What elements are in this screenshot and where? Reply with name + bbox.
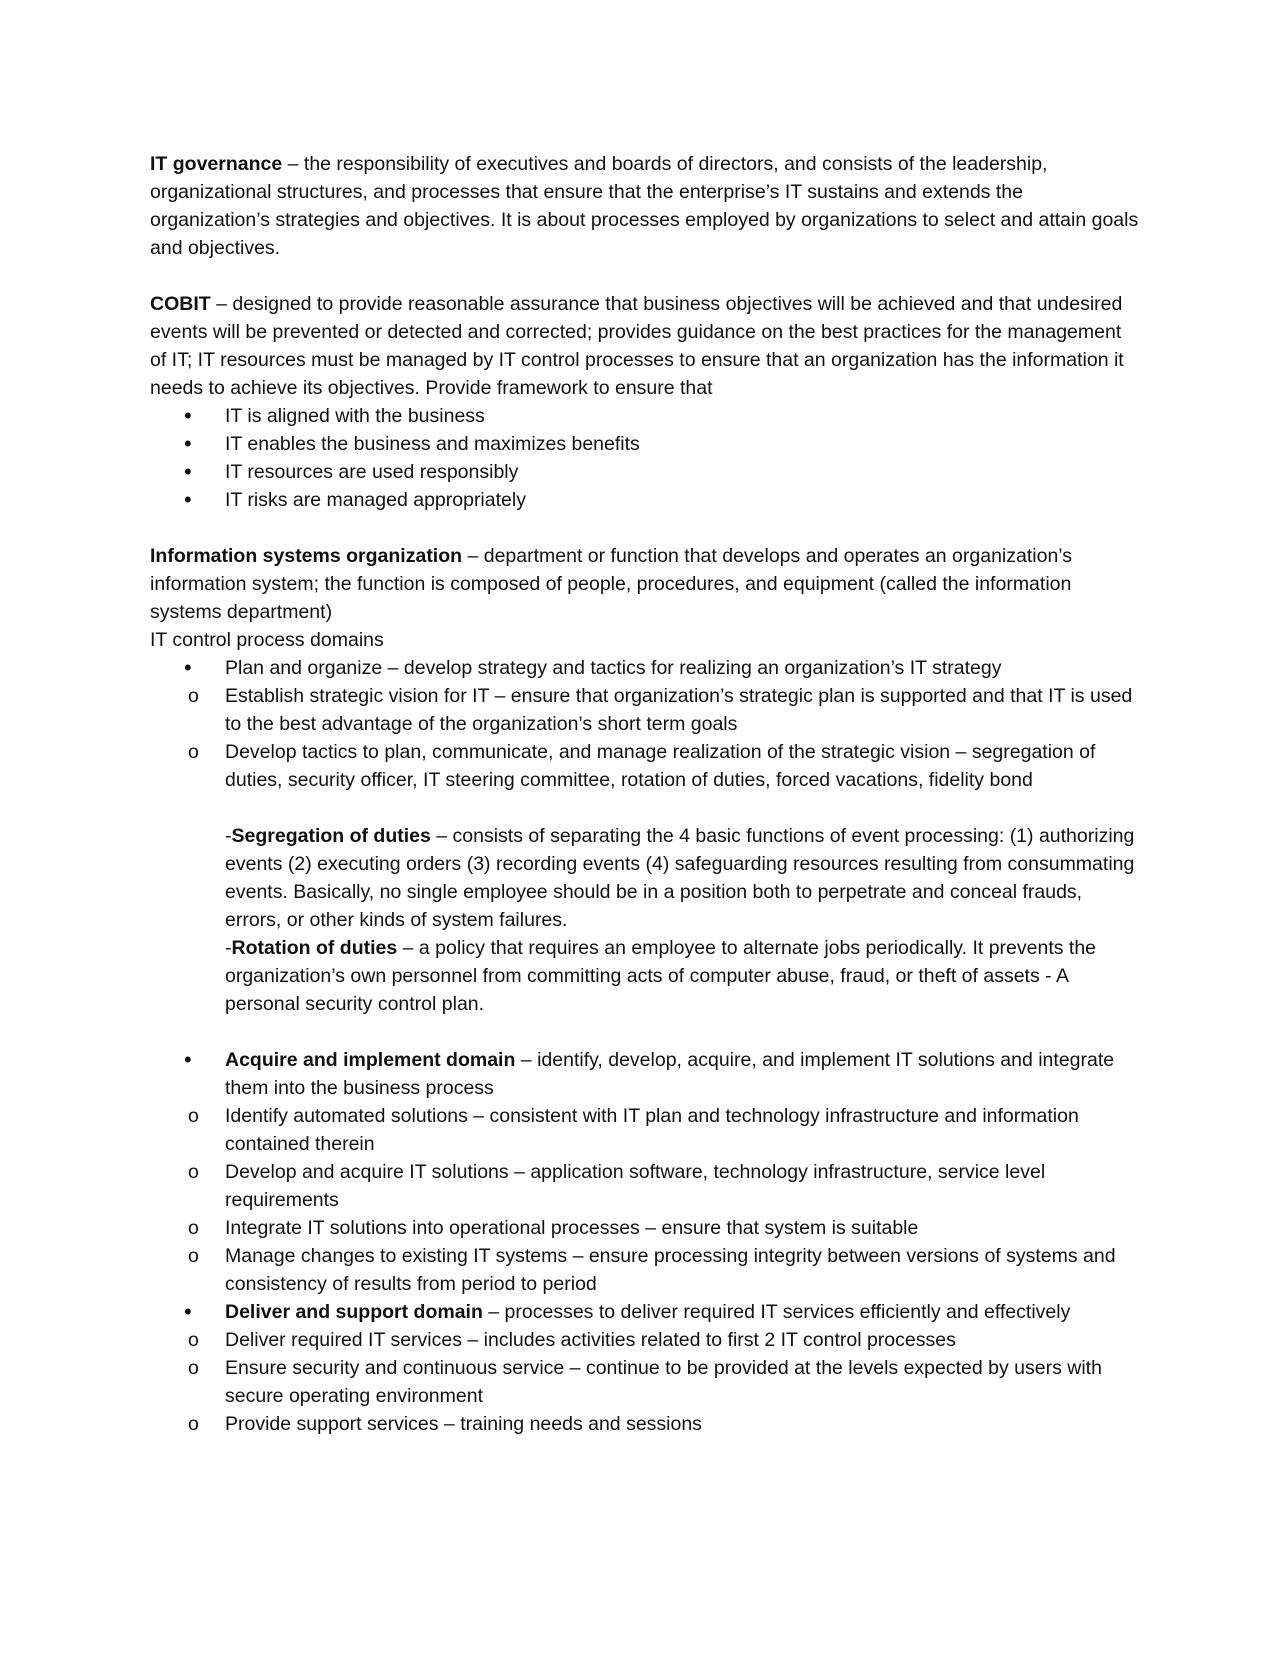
segregation-definition: – consists of separating the 4 basic functions of event processing: (1) authorizing events (2) executing orders (3) recording events (4) safeguarding resources resulting from consummating events. Basically, no single employee should be in a position both to perpetrate and conceal frauds, errors, or other kinds of system failures. — [225, 825, 1135, 931]
document-page — [150, 150, 1140, 1438]
segregation-prefix: - — [225, 825, 232, 847]
cobit-definition: – designed to provide reasonable assurance that business objectives will be achieved and that undesired events will be prevented or detected and corrected; provides guidance on the best practices for the management of IT; IT resources must be managed by IT control processes to ensure that an organization has the information it needs to achieve its objectives. Provide framework to ensure that — [150, 293, 1124, 399]
list-item-deliver-support — [150, 1298, 1140, 1438]
rotation-term: Rotation of duties — [231, 937, 398, 959]
segregation-paragraph — [225, 822, 1140, 934]
cobit-paragraph — [150, 290, 1140, 402]
acquire-definition: – identify, develop, acquire, and implement IT solutions and integrate them into the business process — [225, 1049, 1115, 1099]
list-item: o Provide support services – training needs and sessions — [150, 1410, 1140, 1438]
domains-list-continued — [150, 1046, 1140, 1438]
list-item: o Develop tactics to plan, communicate, and manage realization of the strategic vision – segregation of duties, security officer, IT steering committee, rotation of duties, forced vacations, fidelity bond — [150, 738, 1140, 794]
list-item: • IT risks are managed appropriately — [150, 486, 1140, 514]
cobit-bullet-list — [150, 402, 1140, 514]
plan-organize-label: Plan and organize – develop strategy and tactics for realizing an organization’s IT strategy — [225, 657, 1002, 679]
it-governance-definition: – the responsibility of executives and boards of directors, and consists of the leadership, organizational structures, and processes that ensure that the enterprise’s IT sustains and extends the organization’s strategies and objectives. It is about processes employed by organizations to select and attain goals and objectives. — [150, 153, 1139, 259]
deliver-definition: – processes to deliver required IT services efficiently and effectively — [482, 1301, 1071, 1323]
list-item-acquire-implement — [150, 1046, 1140, 1298]
acquire-sublist — [150, 1102, 1140, 1298]
domains-heading: IT control process domains — [150, 629, 384, 651]
list-item: o Deliver required IT services – includes activities related to first 2 IT control processes — [150, 1326, 1140, 1354]
info-systems-org-paragraph — [150, 542, 1140, 626]
segregation-term: Segregation of duties — [231, 825, 431, 847]
info-systems-org-definition: – department or function that develops and operates an organization’s information system; the function is composed of people, procedures, and equipment (called the information systems department) — [150, 545, 1073, 623]
list-item: • IT enables the business and maximizes benefits — [150, 430, 1140, 458]
it-governance-paragraph — [150, 150, 1140, 262]
plan-organize-sublist — [150, 682, 1140, 794]
list-item: o Identify automated solutions – consistent with IT plan and technology infrastructure and information contained therein — [150, 1102, 1140, 1158]
rotation-prefix: - — [225, 937, 232, 959]
rotation-paragraph — [225, 934, 1140, 1018]
deliver-term: Deliver and support domain — [225, 1301, 483, 1323]
list-item: o Ensure security and continuous service – continue to be provided at the levels expected by users with secure operating environment — [150, 1354, 1140, 1410]
list-item: o Integrate IT solutions into operational processes – ensure that system is suitable — [150, 1214, 1140, 1242]
domains-list — [150, 654, 1140, 794]
deliver-sublist — [150, 1326, 1140, 1438]
it-governance-term: IT governance — [150, 153, 283, 175]
list-item: o Develop and acquire IT solutions – application software, technology infrastructure, service level requirements — [150, 1158, 1140, 1214]
acquire-term: Acquire and implement domain — [225, 1049, 516, 1071]
list-item: o Establish strategic vision for IT – ensure that organization’s strategic plan is supported and that IT is used to the best advantage of the organization’s short term goals — [150, 682, 1140, 738]
list-item: • IT is aligned with the business — [150, 402, 1140, 430]
list-item-plan-organize — [150, 654, 1140, 794]
duties-notes — [150, 822, 1140, 1018]
info-systems-org-term: Information systems organization — [150, 545, 463, 567]
list-item: • IT resources are used responsibly — [150, 458, 1140, 486]
cobit-term: COBIT — [150, 293, 211, 315]
list-item: o Manage changes to existing IT systems – ensure processing integrity between versions of systems and consistency of results from period to period — [150, 1242, 1140, 1298]
rotation-definition: – a policy that requires an employee to alternate jobs periodically. It prevents the organization’s own personnel from committing acts of computer abuse, fraud, or theft of assets - A personal security control plan. — [225, 937, 1097, 1015]
